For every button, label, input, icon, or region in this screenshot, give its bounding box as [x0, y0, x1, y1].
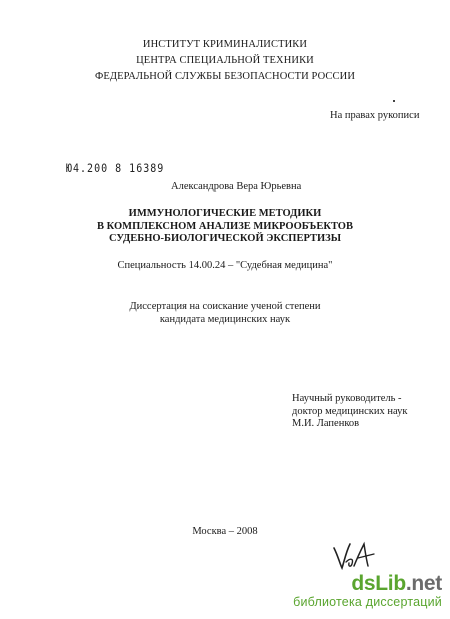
supervisor-line-2: доктор медицинских наук — [292, 405, 408, 417]
author-name: Александрова Вера Юрьевна — [171, 181, 302, 192]
rights-label: На правах рукописи — [330, 110, 420, 121]
supervisor-block — [292, 393, 407, 431]
degree-line-2: кандидата медицинских наук — [159, 314, 291, 325]
institution-line-1: ИНСТИТУТ КРИМИНАЛИСТИКИ — [142, 39, 308, 50]
inventory-number-stamp: Ю4.200 8 16389 — [66, 163, 165, 176]
degree-line-1: Диссертация на соискание ученой степени — [129, 301, 321, 312]
ink-dot — [393, 100, 395, 102]
title-line-3: СУДЕБНО-БИОЛОГИЧЕСКОЙ ЭКСПЕРТИЗЫ — [108, 233, 342, 244]
city-year: Москва – 2008 — [192, 526, 258, 537]
supervisor-line-3: М.И. Лапенков — [292, 418, 360, 429]
watermark-subtitle: библиотека диссертаций — [293, 595, 442, 609]
specialty-line: Специальность 14.00.24 – "Судебная медицина" — [117, 260, 333, 271]
handwritten-signature — [330, 536, 380, 576]
degree-statement — [0, 300, 450, 326]
institution-line-2: ЦЕНТРА СПЕЦИАЛЬНОЙ ТЕХНИКИ — [136, 55, 314, 66]
watermark-logo-main: dsLib — [351, 572, 406, 595]
dissertation-title — [0, 208, 450, 246]
watermark-logo-tld: .net — [405, 572, 442, 595]
title-line-1: ИММУНОЛОГИЧЕСКИЕ МЕТОДИКИ — [128, 208, 322, 219]
watermark-logo — [293, 573, 442, 595]
institution-header — [0, 37, 450, 85]
dslib-watermark — [293, 573, 442, 610]
title-line-2: В КОМПЛЕКСНОМ АНАЛИЗЕ МИКРООБЪЕКТОВ — [97, 220, 353, 232]
supervisor-line-1: Научный руководитель - — [292, 393, 402, 404]
institution-line-3: ФЕДЕРАЛЬНОЙ СЛУЖБЫ БЕЗОПАСНОСТИ РОССИИ — [94, 71, 356, 82]
